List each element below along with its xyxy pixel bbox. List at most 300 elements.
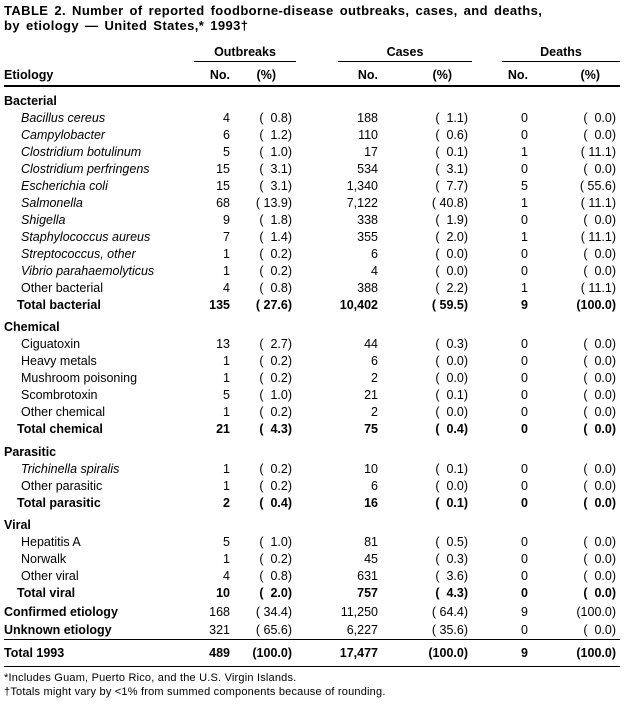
outbreaks-no-value: 9 bbox=[223, 212, 230, 227]
cases-pct-value: ( 2.2) bbox=[435, 280, 468, 295]
cases-pct-value: ( 0.6) bbox=[435, 127, 468, 142]
column-gap bbox=[296, 109, 338, 126]
outbreaks-no-value: 1 bbox=[223, 354, 230, 368]
table-row bbox=[4, 585, 620, 602]
outbreaks-pct-value: ( 1.4) bbox=[259, 229, 292, 244]
outbreaks-no-value: 5 bbox=[223, 535, 230, 549]
cases-pct-value bbox=[378, 511, 472, 534]
deaths-no-value: 0 bbox=[521, 388, 528, 402]
cases-pct-value bbox=[378, 438, 472, 461]
cases-pct-value: ( 3.6) bbox=[435, 569, 468, 583]
outbreaks-pct-value: ( 1.0) bbox=[259, 535, 292, 549]
column-gap bbox=[472, 534, 502, 551]
column-group-cases: Cases bbox=[338, 43, 472, 61]
outbreaks-pct-value: ( 0.2) bbox=[259, 354, 292, 368]
column-gap bbox=[296, 620, 338, 639]
deaths-no-value: 0 bbox=[521, 461, 528, 476]
etiology-label: Total 1993 bbox=[4, 639, 194, 666]
cases-pct-value: ( 1.1) bbox=[435, 110, 468, 125]
outbreaks-no-value: 321 bbox=[209, 623, 230, 637]
column-gap bbox=[472, 313, 502, 336]
outbreaks-no-value: 5 bbox=[223, 388, 230, 402]
column-gap bbox=[472, 387, 502, 404]
etiology-label: Confirmed etiology bbox=[4, 604, 118, 619]
table-row bbox=[4, 511, 620, 534]
outbreaks-pct-value: ( 0.2) bbox=[259, 461, 292, 476]
column-gap bbox=[296, 313, 338, 336]
table-row bbox=[4, 460, 620, 477]
table-title-line-1: TABLE 2. Number of reported foodborne-disease outbreaks, cases, and deaths, bbox=[4, 3, 543, 18]
deaths-no-value bbox=[502, 438, 528, 461]
cases-no-value: 6 bbox=[371, 354, 378, 368]
deaths-no-value: 0 bbox=[521, 495, 528, 510]
column-gap bbox=[296, 494, 338, 511]
cases-pct-value: ( 0.0) bbox=[435, 371, 468, 385]
column-gap bbox=[472, 177, 502, 194]
column-gap bbox=[296, 296, 338, 313]
cases-no-value: 388 bbox=[357, 280, 378, 295]
deaths-pct-value: ( 0.0) bbox=[583, 623, 616, 637]
table-row bbox=[4, 313, 620, 336]
deaths-no-value: 0 bbox=[521, 212, 528, 227]
cases-no-value: 757 bbox=[357, 586, 378, 600]
outbreaks-no-value: 2 bbox=[223, 495, 230, 510]
column-gap bbox=[296, 551, 338, 568]
etiology-label: Total viral bbox=[17, 586, 76, 600]
deaths-pct-value: ( 0.0) bbox=[583, 478, 616, 493]
column-gap bbox=[472, 353, 502, 370]
cases-no-value: 17,477 bbox=[338, 639, 378, 666]
column-gap bbox=[472, 639, 502, 666]
deaths-pct-header: (%) bbox=[528, 61, 620, 86]
etiology-label: Total bacterial bbox=[17, 297, 101, 312]
table-row bbox=[4, 404, 620, 421]
deaths-no-header: No. bbox=[502, 61, 528, 86]
outbreaks-no-value: 1 bbox=[223, 552, 230, 566]
etiology-label: Trichinella spiralis bbox=[21, 461, 120, 476]
column-gap bbox=[472, 438, 502, 461]
column-gap bbox=[296, 245, 338, 262]
column-gap bbox=[296, 477, 338, 494]
etiology-label: Other chemical bbox=[21, 405, 106, 419]
deaths-no-value: 0 bbox=[521, 569, 528, 583]
column-gap bbox=[296, 602, 338, 621]
table-row bbox=[4, 534, 620, 551]
column-gap bbox=[472, 211, 502, 228]
footnote-dagger: †Totals might vary by <1% from summed components because of rounding. bbox=[4, 685, 386, 698]
table-row bbox=[4, 353, 620, 370]
outbreaks-pct-value: ( 2.0) bbox=[259, 586, 292, 600]
outbreaks-pct-value: ( 0.2) bbox=[259, 371, 292, 385]
deaths-pct-value: ( 0.0) bbox=[583, 569, 616, 583]
cases-pct-value: ( 35.6) bbox=[431, 623, 468, 637]
etiology-label: Unknown etiology bbox=[4, 623, 112, 637]
cases-no-value: 44 bbox=[364, 337, 378, 351]
etiology-label: Staphylococcus aureus bbox=[21, 229, 151, 244]
outbreaks-pct-value: ( 0.2) bbox=[259, 478, 292, 493]
column-gap bbox=[296, 387, 338, 404]
etiology-label: Heavy metals bbox=[21, 354, 97, 368]
outbreaks-pct-value: (100.0) bbox=[230, 639, 296, 666]
outbreaks-no-value: 4 bbox=[223, 110, 230, 125]
deaths-pct-value: ( 0.0) bbox=[583, 405, 616, 419]
etiology-label: Clostridium perfringens bbox=[21, 161, 150, 176]
etiology-label: Viral bbox=[4, 518, 31, 532]
etiology-label: Shigella bbox=[21, 212, 66, 227]
column-gap bbox=[472, 160, 502, 177]
deaths-pct-value: ( 0.0) bbox=[583, 371, 616, 385]
cases-no-value: 10 bbox=[364, 461, 378, 476]
cases-pct-value: ( 4.3) bbox=[435, 586, 468, 600]
cases-no-value: 17 bbox=[364, 144, 378, 159]
cases-no-value: 81 bbox=[364, 535, 378, 549]
column-gap bbox=[296, 534, 338, 551]
outbreaks-no-value: 4 bbox=[223, 280, 230, 295]
cases-pct-value: ( 64.4) bbox=[431, 604, 468, 619]
column-gap bbox=[296, 421, 338, 438]
column-gap bbox=[296, 126, 338, 143]
deaths-pct-value: ( 11.1) bbox=[580, 280, 616, 295]
footnotes bbox=[4, 671, 620, 699]
deaths-no-value: 0 bbox=[521, 110, 528, 125]
outbreaks-no-value: 1 bbox=[223, 461, 230, 476]
cases-pct-value: (100.0) bbox=[378, 639, 472, 666]
deaths-pct-value: ( 0.0) bbox=[583, 535, 616, 549]
column-gap bbox=[296, 585, 338, 602]
cases-no-value bbox=[338, 313, 378, 336]
column-gap bbox=[296, 143, 338, 160]
outbreaks-pct-value: ( 13.9) bbox=[255, 195, 292, 210]
footnote-asterisk: *Includes Guam, Puerto Rico, and the U.S. Virgin Islands. bbox=[4, 671, 297, 684]
outbreaks-no-value bbox=[194, 86, 230, 110]
outbreaks-no-value: 21 bbox=[216, 422, 230, 436]
deaths-pct-value: ( 0.0) bbox=[583, 461, 616, 476]
table-row bbox=[4, 194, 620, 211]
deaths-pct-value: ( 11.1) bbox=[580, 144, 616, 159]
etiology-label: Campylobacter bbox=[21, 127, 106, 142]
table-row bbox=[4, 602, 620, 621]
deaths-pct-value: ( 0.0) bbox=[583, 354, 616, 368]
deaths-pct-value: ( 0.0) bbox=[583, 337, 616, 351]
cases-no-value: 2 bbox=[371, 371, 378, 385]
deaths-no-value: 9 bbox=[521, 604, 528, 619]
outbreaks-no-value: 15 bbox=[216, 178, 230, 193]
column-gap bbox=[472, 370, 502, 387]
outbreaks-no-value: 4 bbox=[223, 569, 230, 583]
etiology-label: Other bacterial bbox=[21, 280, 103, 295]
table-title-line-2: by etiology — United States,* 1993† bbox=[4, 18, 249, 33]
table-row bbox=[4, 86, 620, 110]
cases-no-value: 188 bbox=[357, 110, 378, 125]
deaths-pct-value: (100.0) bbox=[576, 604, 616, 619]
deaths-no-value: 0 bbox=[521, 263, 528, 278]
deaths-pct-value: ( 0.0) bbox=[583, 161, 616, 176]
deaths-pct-value: (100.0) bbox=[576, 297, 616, 312]
outbreaks-no-value: 168 bbox=[209, 604, 230, 619]
outbreaks-pct-value: ( 0.8) bbox=[259, 280, 292, 295]
etiology-label: Chemical bbox=[4, 320, 60, 334]
cases-no-value: 1,340 bbox=[346, 178, 378, 193]
deaths-pct-value: ( 0.0) bbox=[583, 246, 616, 261]
deaths-no-value: 0 bbox=[521, 552, 528, 566]
table-row bbox=[4, 551, 620, 568]
deaths-pct-value: ( 0.0) bbox=[583, 422, 616, 436]
outbreaks-pct-value: ( 1.8) bbox=[259, 212, 292, 227]
cases-pct-value bbox=[378, 313, 472, 336]
column-gap bbox=[296, 86, 338, 110]
outbreaks-no-value: 1 bbox=[223, 246, 230, 261]
outbreaks-no-value: 10 bbox=[216, 586, 230, 600]
outbreaks-no-value: 7 bbox=[223, 229, 230, 244]
cases-pct-value: ( 0.0) bbox=[435, 478, 468, 493]
cases-no-value: 45 bbox=[364, 552, 378, 566]
cases-pct-value: ( 0.0) bbox=[435, 263, 468, 278]
table-row bbox=[4, 336, 620, 353]
etiology-label: Ciguatoxin bbox=[21, 337, 81, 351]
table-row bbox=[4, 477, 620, 494]
cases-pct-value: ( 0.1) bbox=[435, 461, 468, 476]
deaths-no-value: 0 bbox=[521, 422, 528, 436]
table-row bbox=[4, 211, 620, 228]
column-gap bbox=[296, 511, 338, 534]
deaths-no-value: 1 bbox=[521, 195, 528, 210]
cases-no-value: 21 bbox=[364, 388, 378, 402]
cases-no-value: 16 bbox=[364, 495, 378, 510]
cases-no-value: 534 bbox=[357, 161, 378, 176]
etiology-label: Norwalk bbox=[21, 552, 67, 566]
cases-no-value bbox=[338, 511, 378, 534]
column-gap bbox=[472, 61, 502, 86]
outbreaks-no-value: 6 bbox=[223, 127, 230, 142]
deaths-no-value bbox=[502, 313, 528, 336]
etiology-label: Total chemical bbox=[17, 422, 103, 436]
cases-no-value: 6,227 bbox=[346, 623, 378, 637]
outbreaks-pct-value bbox=[230, 511, 296, 534]
cases-no-value bbox=[338, 438, 378, 461]
outbreaks-pct-value: ( 1.2) bbox=[259, 127, 292, 142]
deaths-no-value: 5 bbox=[521, 178, 528, 193]
deaths-no-value: 0 bbox=[521, 371, 528, 385]
deaths-no-value: 0 bbox=[521, 623, 528, 637]
cases-no-value: 10,402 bbox=[339, 297, 378, 312]
outbreaks-no-header: No. bbox=[194, 61, 230, 86]
deaths-no-value: 1 bbox=[521, 144, 528, 159]
column-gap bbox=[472, 568, 502, 585]
cases-pct-value: ( 0.3) bbox=[435, 552, 468, 566]
column-gap bbox=[472, 421, 502, 438]
column-gap bbox=[472, 551, 502, 568]
table-row bbox=[4, 143, 620, 160]
table-row bbox=[4, 639, 620, 666]
deaths-pct-value bbox=[528, 313, 620, 336]
deaths-pct-value: ( 0.0) bbox=[583, 495, 616, 510]
column-gap bbox=[472, 43, 502, 61]
column-gap bbox=[472, 143, 502, 160]
column-gap bbox=[472, 126, 502, 143]
column-gap bbox=[472, 262, 502, 279]
deaths-pct-value: ( 0.0) bbox=[583, 127, 616, 142]
column-group-outbreaks: Outbreaks bbox=[194, 43, 296, 61]
cases-no-value: 6 bbox=[371, 478, 378, 493]
etiology-label: Scombrotoxin bbox=[21, 388, 98, 402]
column-gap bbox=[472, 404, 502, 421]
deaths-pct-value: ( 0.0) bbox=[583, 263, 616, 278]
cases-pct-value: ( 0.1) bbox=[435, 388, 468, 402]
deaths-no-value: 0 bbox=[521, 478, 528, 493]
column-gap bbox=[472, 109, 502, 126]
outbreaks-pct-value: ( 0.2) bbox=[259, 263, 292, 278]
cases-no-value: 2 bbox=[371, 405, 378, 419]
deaths-no-value: 0 bbox=[521, 337, 528, 351]
column-gap bbox=[472, 460, 502, 477]
deaths-no-value: 0 bbox=[521, 246, 528, 261]
deaths-no-value: 9 bbox=[521, 297, 528, 312]
column-gap bbox=[296, 568, 338, 585]
outbreaks-pct-value: ( 1.0) bbox=[259, 144, 292, 159]
table-row bbox=[4, 279, 620, 296]
column-gap bbox=[472, 477, 502, 494]
deaths-pct-value bbox=[528, 438, 620, 461]
column-gap bbox=[472, 494, 502, 511]
table-row bbox=[4, 494, 620, 511]
outbreaks-pct-value: ( 0.2) bbox=[259, 246, 292, 261]
cases-pct-value: ( 1.9) bbox=[435, 212, 468, 227]
cases-no-value: 75 bbox=[364, 422, 378, 436]
column-gap bbox=[296, 353, 338, 370]
column-gap bbox=[472, 296, 502, 313]
etiology-label: Parasitic bbox=[4, 444, 57, 459]
cases-no-value: 6 bbox=[371, 246, 378, 261]
cases-no-value: 110 bbox=[358, 127, 378, 142]
deaths-no-value: 0 bbox=[521, 354, 528, 368]
column-gap bbox=[472, 620, 502, 639]
outbreaks-pct-value: ( 0.8) bbox=[259, 569, 292, 583]
table-row bbox=[4, 228, 620, 245]
etiology-label: Clostridium botulinum bbox=[21, 144, 142, 159]
outbreaks-pct-value: ( 0.2) bbox=[259, 405, 292, 419]
table-row bbox=[4, 245, 620, 262]
cases-no-value: 338 bbox=[357, 212, 378, 227]
column-group-deaths: Deaths bbox=[502, 43, 620, 61]
column-gap bbox=[472, 194, 502, 211]
outbreaks-pct-value bbox=[230, 86, 296, 110]
column-gap bbox=[296, 370, 338, 387]
cases-pct-value: ( 0.5) bbox=[435, 535, 468, 549]
cases-pct-value: ( 0.0) bbox=[435, 354, 468, 368]
etiology-label: Bacillus cereus bbox=[21, 110, 106, 125]
deaths-pct-value: ( 0.0) bbox=[583, 388, 616, 402]
deaths-no-value: 0 bbox=[521, 405, 528, 419]
column-gap bbox=[472, 228, 502, 245]
cases-pct-value: ( 2.0) bbox=[435, 229, 468, 244]
column-gap bbox=[296, 211, 338, 228]
outbreaks-no-value: 489 bbox=[194, 639, 230, 666]
etiology-table bbox=[4, 43, 620, 667]
outbreaks-no-value bbox=[194, 438, 230, 461]
cases-pct-value: ( 0.1) bbox=[435, 495, 468, 510]
cases-pct-value: ( 0.3) bbox=[435, 337, 468, 351]
deaths-pct-value: (100.0) bbox=[528, 639, 620, 666]
table-row bbox=[4, 109, 620, 126]
etiology-column-header: Etiology bbox=[4, 61, 194, 86]
deaths-no-value bbox=[502, 511, 528, 534]
table-row bbox=[4, 421, 620, 438]
column-gap bbox=[472, 245, 502, 262]
outbreaks-no-value: 15 bbox=[216, 161, 230, 176]
cases-pct-value: ( 0.0) bbox=[435, 246, 468, 261]
outbreaks-pct-value: ( 65.6) bbox=[255, 623, 292, 637]
column-gap bbox=[296, 160, 338, 177]
deaths-pct-value: ( 11.1) bbox=[580, 195, 616, 210]
table-row bbox=[4, 438, 620, 461]
cases-no-value: 7,122 bbox=[346, 195, 378, 210]
cases-pct-value: ( 7.7) bbox=[435, 178, 468, 193]
outbreaks-pct-value bbox=[230, 438, 296, 461]
cases-no-value: 4 bbox=[371, 263, 378, 278]
deaths-no-value: 0 bbox=[521, 127, 528, 142]
deaths-no-value: 0 bbox=[521, 535, 528, 549]
outbreaks-pct-value: ( 1.0) bbox=[259, 388, 292, 402]
deaths-pct-value: ( 11.1) bbox=[580, 229, 616, 244]
etiology-label: Hepatitis A bbox=[21, 535, 81, 549]
etiology-label: Total parasitic bbox=[17, 495, 101, 510]
outbreaks-pct-value: ( 34.4) bbox=[255, 604, 292, 619]
outbreaks-no-value: 5 bbox=[223, 144, 230, 159]
cases-pct-value: ( 40.8) bbox=[431, 195, 468, 210]
deaths-no-value: 1 bbox=[521, 229, 528, 244]
column-group-row bbox=[4, 43, 620, 61]
outbreaks-no-value: 1 bbox=[223, 371, 230, 385]
cases-pct-value bbox=[378, 86, 472, 110]
outbreaks-pct-header: (%) bbox=[230, 61, 296, 86]
column-gap bbox=[296, 460, 338, 477]
table-row bbox=[4, 177, 620, 194]
cases-pct-value: ( 0.0) bbox=[435, 405, 468, 419]
deaths-no-value bbox=[502, 86, 528, 110]
table-row bbox=[4, 620, 620, 639]
cases-no-value: 11,250 bbox=[340, 604, 378, 619]
outbreaks-no-value: 13 bbox=[216, 337, 230, 351]
etiology-label: Escherichia coli bbox=[21, 178, 108, 193]
cases-no-header: No. bbox=[338, 61, 378, 86]
deaths-no-value: 0 bbox=[521, 161, 528, 176]
outbreaks-no-value: 1 bbox=[223, 478, 230, 493]
outbreaks-no-value: 68 bbox=[216, 195, 230, 210]
table-row bbox=[4, 370, 620, 387]
column-gap bbox=[472, 585, 502, 602]
column-gap bbox=[296, 336, 338, 353]
outbreaks-no-value: 1 bbox=[223, 263, 230, 278]
column-gap bbox=[472, 86, 502, 110]
table-row bbox=[4, 160, 620, 177]
deaths-pct-value bbox=[528, 86, 620, 110]
cases-pct-value: ( 0.1) bbox=[435, 144, 468, 159]
column-gap bbox=[296, 228, 338, 245]
deaths-no-value: 0 bbox=[521, 586, 528, 600]
column-gap bbox=[296, 177, 338, 194]
column-gap bbox=[472, 279, 502, 296]
column-gap bbox=[296, 194, 338, 211]
outbreaks-pct-value: ( 27.6) bbox=[255, 297, 292, 312]
deaths-no-value: 1 bbox=[521, 280, 528, 295]
outbreaks-pct-value: ( 0.8) bbox=[259, 110, 292, 125]
cases-pct-header: (%) bbox=[378, 61, 472, 86]
outbreaks-no-value bbox=[194, 313, 230, 336]
deaths-pct-value: ( 0.0) bbox=[583, 110, 616, 125]
column-gap bbox=[296, 61, 338, 86]
table-header bbox=[4, 43, 620, 86]
column-gap bbox=[296, 279, 338, 296]
